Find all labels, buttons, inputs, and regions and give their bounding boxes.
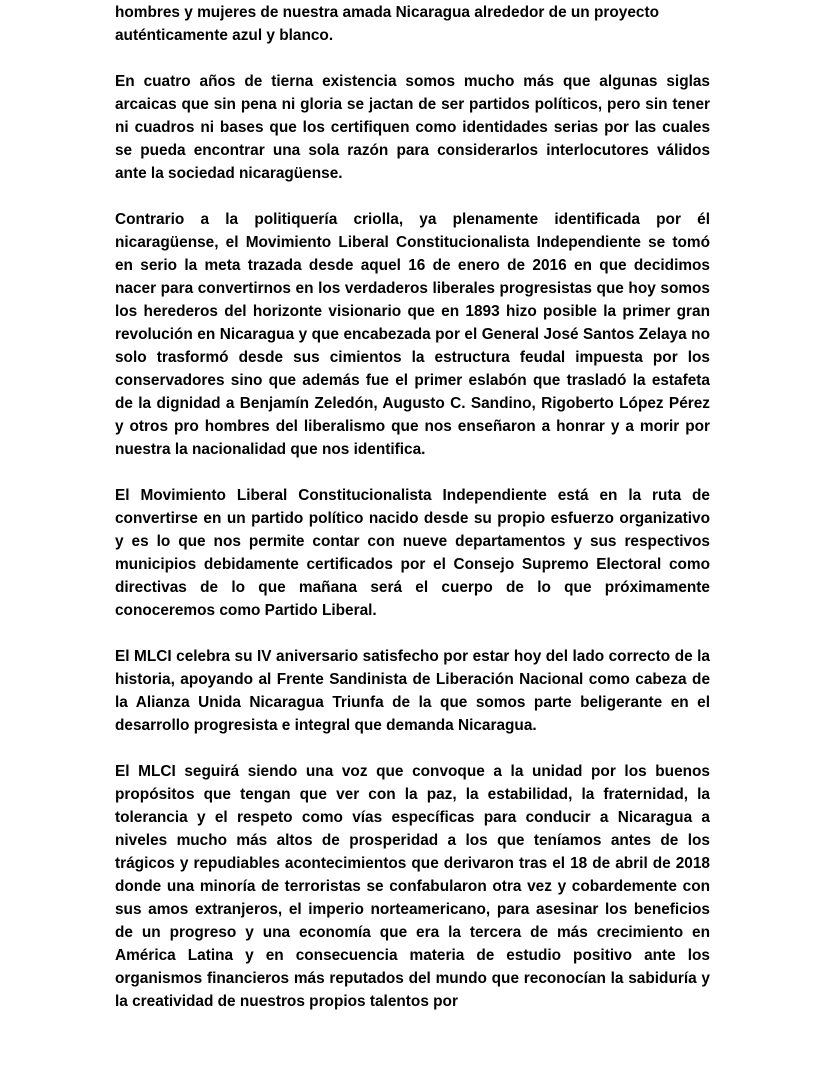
paragraph: El MLCI seguirá siendo una voz que convoque a la unidad por los buenos propósitos que tengan que ver con la paz, la estabilidad, la fraternidad, la tolerancia y el respeto como vías específicas para conducir a Nicaragua a niveles mucho más altos de prosperidad a los que teníamos antes de los trágicos y repudiables acontecimientos que derivaron tras el 18 de abril de 2018 donde una minoría de terroristas se confabularon otra vez y cobardemente con sus amos extranjeros, el imperio norteamericano, para asesinar los beneficios de un progreso y una economía que era la tercera de más crecimiento en América Latina y en consecuencia materia de estudio positivo ante los organismos financieros más reputados del mundo que reconocían la sabiduría y la creatividad de nuestros propios talentos por — [115, 763, 710, 1010]
paragraph: hombres y mujeres de nuestra amada Nicaragua alrededor de un proyecto auténticamente azul y blanco. — [115, 4, 659, 44]
document-page — [115, 1, 710, 1036]
paragraph: El MLCI celebra su IV aniversario satisfecho por estar hoy del lado correcto de la historia, apoyando al Frente Sandinista de Liberación Nacional como cabeza de la Alianza Unida Nicaragua Triunfa de la que somos parte beligerante en el desarrollo progresista e integral que demanda Nicaragua. — [115, 648, 710, 734]
paragraph: En cuatro años de tierna existencia somos mucho más que algunas siglas arcaicas que sin pena ni gloria se jactan de ser partidos políticos, pero sin tener ni cuadros ni bases que los certifiquen como identidades serias por las cuales se pueda encontrar una sola razón para considerarlos interlocutores válidos ante la sociedad nicaragüense. — [115, 73, 710, 182]
paragraph: El Movimiento Liberal Constitucionalista Independiente está en la ruta de convertirse en un partido político nacido desde su propio esfuerzo organizativo y es lo que nos permite contar con nueve departamentos y sus respectivos municipios debidamente certificados por el Consejo Supremo Electoral como directivas de lo que mañana será el cuerpo de lo que próximamente conoceremos como Partido Liberal. — [115, 487, 710, 619]
paragraph: Contrario a la politiquería criolla, ya plenamente identificada por él nicaragüense, el Movimiento Liberal Constitucionalista Independiente se tomó en serio la meta trazada desde aquel 16 de enero de 2016 en que decidimos nacer para convertirnos en los verdaderos liberales progresistas que hoy somos los herederos del horizonte visionario que en 1893 hizo posible la primer gran revolución en Nicaragua y que encabezada por el General José Santos Zelaya no solo trasformó desde sus cimientos la estructura feudal impuesta por los conservadores sino que además fue el primer eslabón que trasladó la estafeta de la dignidad a Benjamín Zeledón, Augusto C. Sandino, Rigoberto López Pérez y otros pro hombres del liberalismo que nos enseñaron a honrar y a morir por nuestra la nacionalidad que nos identifica. — [115, 211, 710, 458]
